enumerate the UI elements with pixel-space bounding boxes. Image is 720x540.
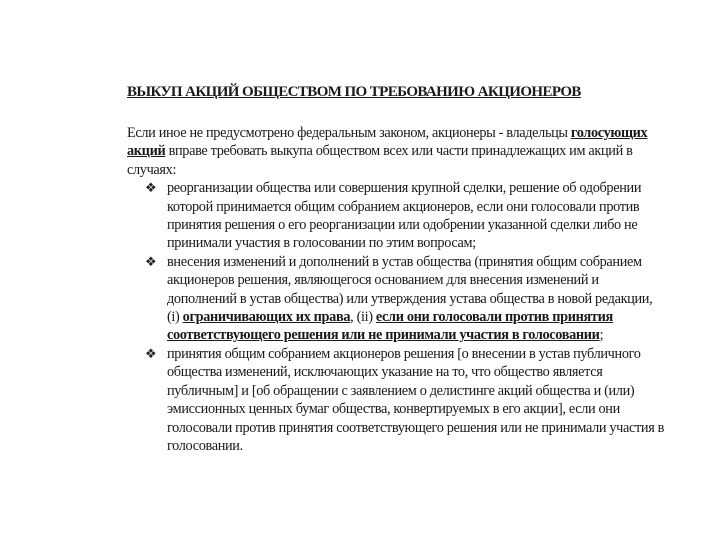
- list-item: [127, 179, 667, 253]
- slide-title: ВЫКУП АКЦИЙ ОБЩЕСТВОМ ПО ТРЕБОВАНИЮ АКЦИОНЕРОВ: [127, 84, 581, 100]
- list-item: [127, 345, 667, 455]
- intro-text-end: вправе требовать выкупа обществом всех или части принадлежащих им акций в случаях:: [127, 143, 633, 178]
- diamond-bullet-icon: ❖: [145, 345, 157, 361]
- list-item-text: реорганизации общества или совершения крупной сделки, решение об одобрении которой принимается общим собранием акционеров, если они голосовали против принятия решения о его реорганизации или одобрении указанной сделки либо не принимали участия в голосовании по этим вопросам;: [167, 180, 642, 252]
- intro-text-start: Если иное не предусмотрено федеральным законом, акционеры - владельцы: [127, 125, 571, 141]
- list-item: [127, 253, 667, 345]
- list-item-text-start: внесения изменений и дополнений в устав общества (принятия общим собранием акционеров решения, являющегося основанием для внесения изменений и дополнений в устав общества) или утверждения устава общества в новой редакции, (i): [167, 253, 653, 326]
- intro-paragraph: [127, 124, 667, 179]
- diamond-bullet-icon: ❖: [145, 180, 157, 196]
- slide-body: [127, 124, 667, 455]
- list-item-text: принятия общим собранием акционеров решения [о внесении в устав публичного общества изменений, исключающих указание на то, что общество является публичным] и [об обращении с заявлением о делистинге акций общества и (или) эмиссионных ценных бумаг общества, конвертируемых в его акции], если они голосовали против принятия соответствующего решения или не принимали участия в голосовании.: [167, 345, 665, 454]
- list-item-emphasis-restricting-rights: ограничивающих их права: [182, 309, 351, 326]
- diamond-bullet-icon: ❖: [145, 253, 157, 269]
- list-item-emphasis-voted-against: если они голосовали против принятия соответствующего решения или не принимали участия в голосовании: [167, 309, 613, 344]
- intro-emphasis-voting-shares: голосующих акций: [127, 125, 648, 160]
- list-item-text-middle: , (ii): [350, 309, 376, 326]
- list-item-text-end: ;: [599, 327, 604, 344]
- cases-list: [127, 179, 667, 455]
